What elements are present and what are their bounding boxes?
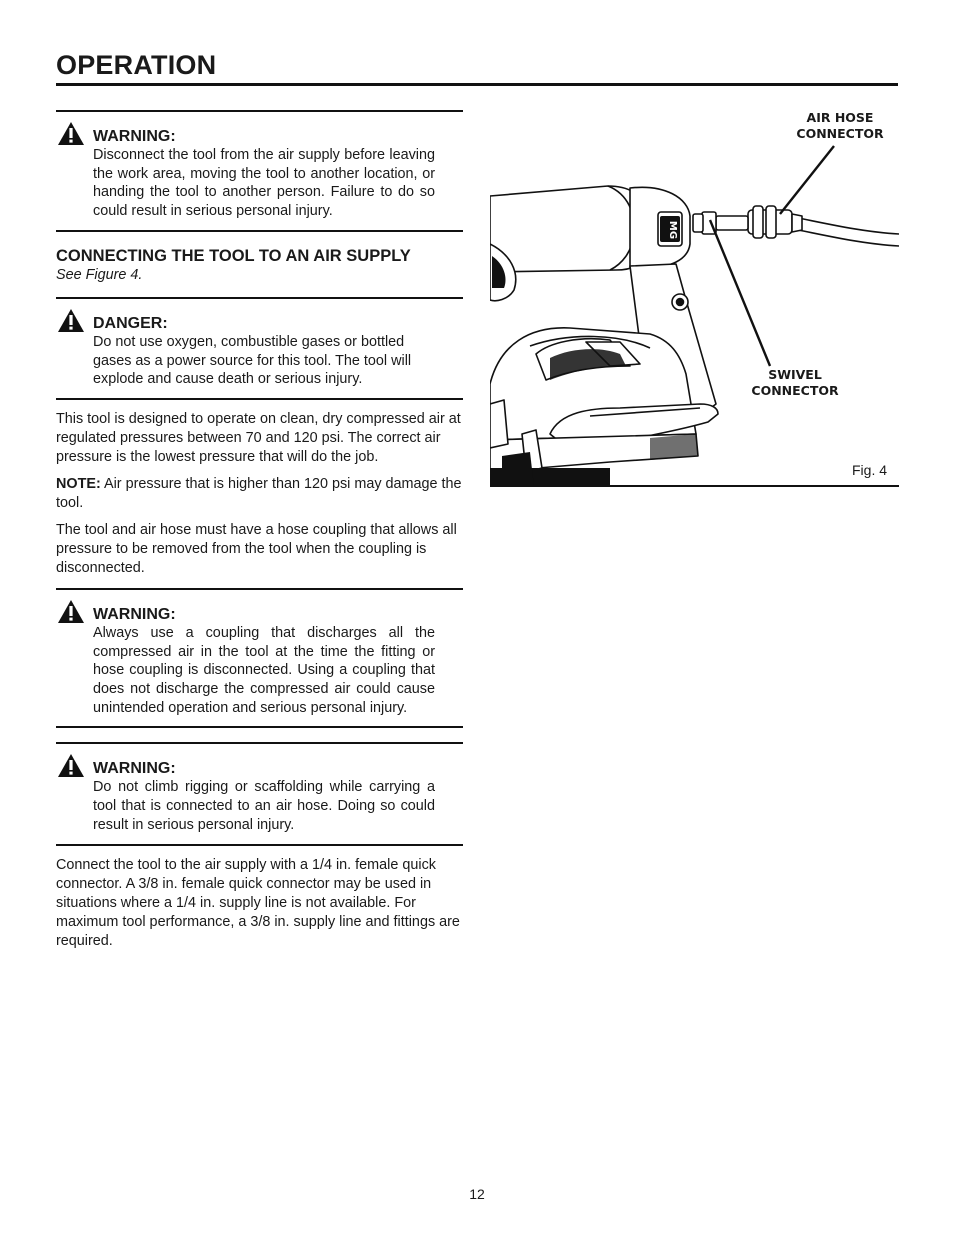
- swivel-label-line-2: CONNECTOR: [751, 383, 839, 398]
- note-paragraph: [56, 475, 463, 513]
- danger-triangle-icon: [57, 308, 85, 333]
- danger-text: Do not use oxygen, combustible gases or bottled gases as a power source for this tool. The tool will explode and cause death or serious injury.: [93, 333, 412, 388]
- paragraph-hose-coupling: The tool and air hose must have a hose coupling that allows all pressure to be removed from the tool when the coupling is disconnected.: [56, 521, 457, 576]
- page-number: 12: [469, 1186, 485, 1202]
- swivel-leader-line: [710, 220, 770, 366]
- warning-triangle-icon: [57, 121, 85, 146]
- paragraph-air-pressure: This tool is designed to operate on clean, dry compressed air at regulated pressures between 70 and 120 psi. The correct air pressure is the lowest pressure that will do the job.: [56, 410, 461, 465]
- warning-text: Do not climb rigging or scaffolding while carrying a tool that is connected to an air hose. Doing so could result in serious personal injury.: [93, 779, 435, 833]
- note-label: NOTE:: [56, 475, 101, 492]
- air-hose-leader-line: [780, 146, 834, 214]
- air-hose-connector-label: [790, 110, 890, 142]
- swivel-connector-label: [745, 367, 845, 399]
- warning-box-disconnect: [56, 110, 463, 232]
- note-text: Air pressure that is higher than 120 psi may damage the tool.: [56, 475, 462, 511]
- figure-reference: See Figure 4.: [56, 266, 143, 283]
- warning-triangle-icon: [57, 753, 85, 778]
- air-hose-label-line-1: AIR HOSE: [806, 110, 874, 125]
- warning-text: Disconnect the tool from the air supply before leaving the work area, moving the tool to another location, or handing the tool to another person. Failure to do so could result in serious personal injury.: [93, 147, 435, 220]
- figure-caption: Fig. 4: [852, 462, 888, 478]
- swivel-label-line-1: SWIVEL: [768, 367, 822, 382]
- warning-label: WARNING:: [93, 605, 176, 623]
- warning-label: WARNING:: [93, 760, 176, 778]
- warning-box-rigging: [56, 742, 463, 845]
- danger-box: [56, 297, 463, 400]
- warning-label: WARNING:: [93, 128, 176, 145]
- warning-triangle-icon: [57, 599, 85, 624]
- air-hose-label-line-2: CONNECTOR: [796, 126, 884, 141]
- warning-box-coupling: [56, 588, 463, 729]
- section-heading: CONNECTING THE TOOL TO AN AIR SUPPLY: [56, 246, 411, 265]
- left-column: [56, 110, 463, 951]
- title-rule: [56, 83, 898, 86]
- paragraph-connect-supply: Connect the tool to the air supply with a 1/4 in. female quick connector. A 3/8 in. female quick connector may be used in situations where a 1/4 in. supply line is not available. For maximum tool performance, a 3/8 in. supply line and fittings are required.: [56, 856, 460, 949]
- tool-logo-text: MG: [667, 220, 678, 240]
- figure-nailer-illustration: [490, 104, 899, 487]
- figure-bottom-rule: [490, 485, 899, 487]
- page-title: OPERATION: [56, 50, 217, 80]
- warning-text: Always use a coupling that discharges all the compressed air in the tool at the time the fitting or hose coupling is disconnected. Using a coupling that does not discharge the compressed air could cause unintended operation and serious personal injury.: [93, 624, 435, 716]
- danger-label: DANGER:: [93, 314, 168, 332]
